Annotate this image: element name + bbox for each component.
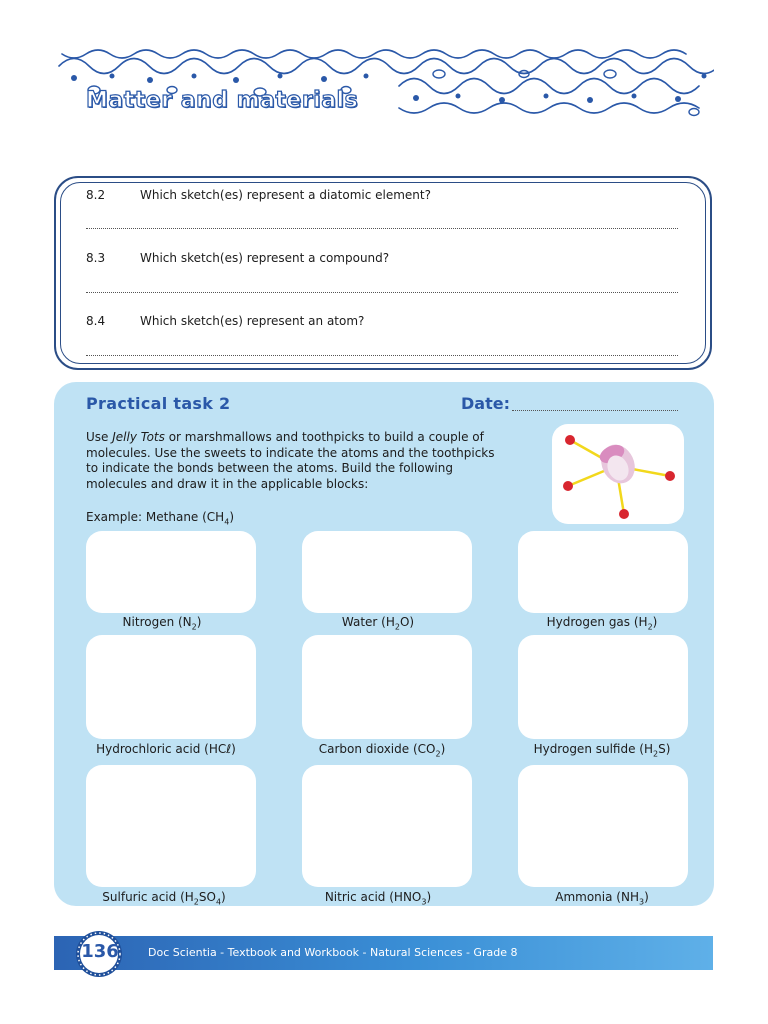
molecule-label: Hydrogen gas $(H_2)$ — [546, 615, 658, 632]
date-field[interactable] — [512, 410, 678, 411]
question-text: Which sketch(es) represent a compound? — [140, 251, 390, 265]
footer-text: Doc Scientia - Textbook and Workbook - Natural Sciences - Grade 8 — [148, 946, 518, 959]
molecule-label: Carbon dioxide $(CO_2)$ — [318, 742, 446, 759]
molecule-label: Hydrogen sulfide $(H_2S)$ — [533, 742, 671, 759]
methane-model-image — [552, 424, 684, 524]
task-instructions: Use Jelly Tots or marshmallows and toothpicks to build a couple of molecules. Use the sweets to indicate the atoms and the toothpicks to indicate the bonds between the atoms. Build the following molecules and draw it in the applicable blocks: — [86, 430, 495, 491]
drawing-block[interactable] — [86, 531, 256, 613]
marshmallow-model-photo — [552, 424, 684, 524]
molecule-label: Nitric acid $(HNO_3)$ — [324, 890, 432, 907]
drawing-block[interactable] — [518, 765, 688, 887]
answer-line[interactable] — [86, 292, 678, 293]
drawing-block[interactable] — [302, 765, 472, 887]
example-label: Example: Methane $(CH_4)$ — [86, 510, 234, 527]
drawing-block[interactable] — [518, 531, 688, 613]
question-box-inner-border — [60, 182, 706, 364]
question-number: 8.3 — [86, 251, 106, 265]
drawing-block[interactable] — [302, 531, 472, 613]
chapter-title: Matter and materials — [86, 88, 359, 113]
drawing-block[interactable] — [86, 765, 256, 887]
molecule-label: Water $(H_2O)$ — [341, 615, 415, 632]
drawing-block[interactable] — [518, 635, 688, 739]
molecule-label: Hydrochloric acid (HCℓ) — [96, 742, 236, 756]
question-number: 8.4 — [86, 314, 106, 328]
date-label: Date: — [461, 394, 510, 413]
molecule-label: Ammonia $(NH_3)$ — [555, 890, 649, 907]
molecule-label: Sulfuric acid $(H_2SO_4)$ — [102, 890, 226, 907]
question-text: Which sketch(es) represent a diatomic element? — [140, 188, 431, 202]
question-number: 8.2 — [86, 188, 106, 202]
page-number: 136 — [81, 941, 119, 962]
drawing-block[interactable] — [86, 635, 256, 739]
answer-line[interactable] — [86, 228, 678, 229]
question-text: Which sketch(es) represent an atom? — [140, 314, 365, 328]
answer-line[interactable] — [86, 355, 678, 356]
task-title: Practical task 2 — [86, 394, 231, 413]
drawing-block[interactable] — [302, 635, 472, 739]
molecule-label: Nitrogen $(N_2)$ — [122, 615, 202, 632]
